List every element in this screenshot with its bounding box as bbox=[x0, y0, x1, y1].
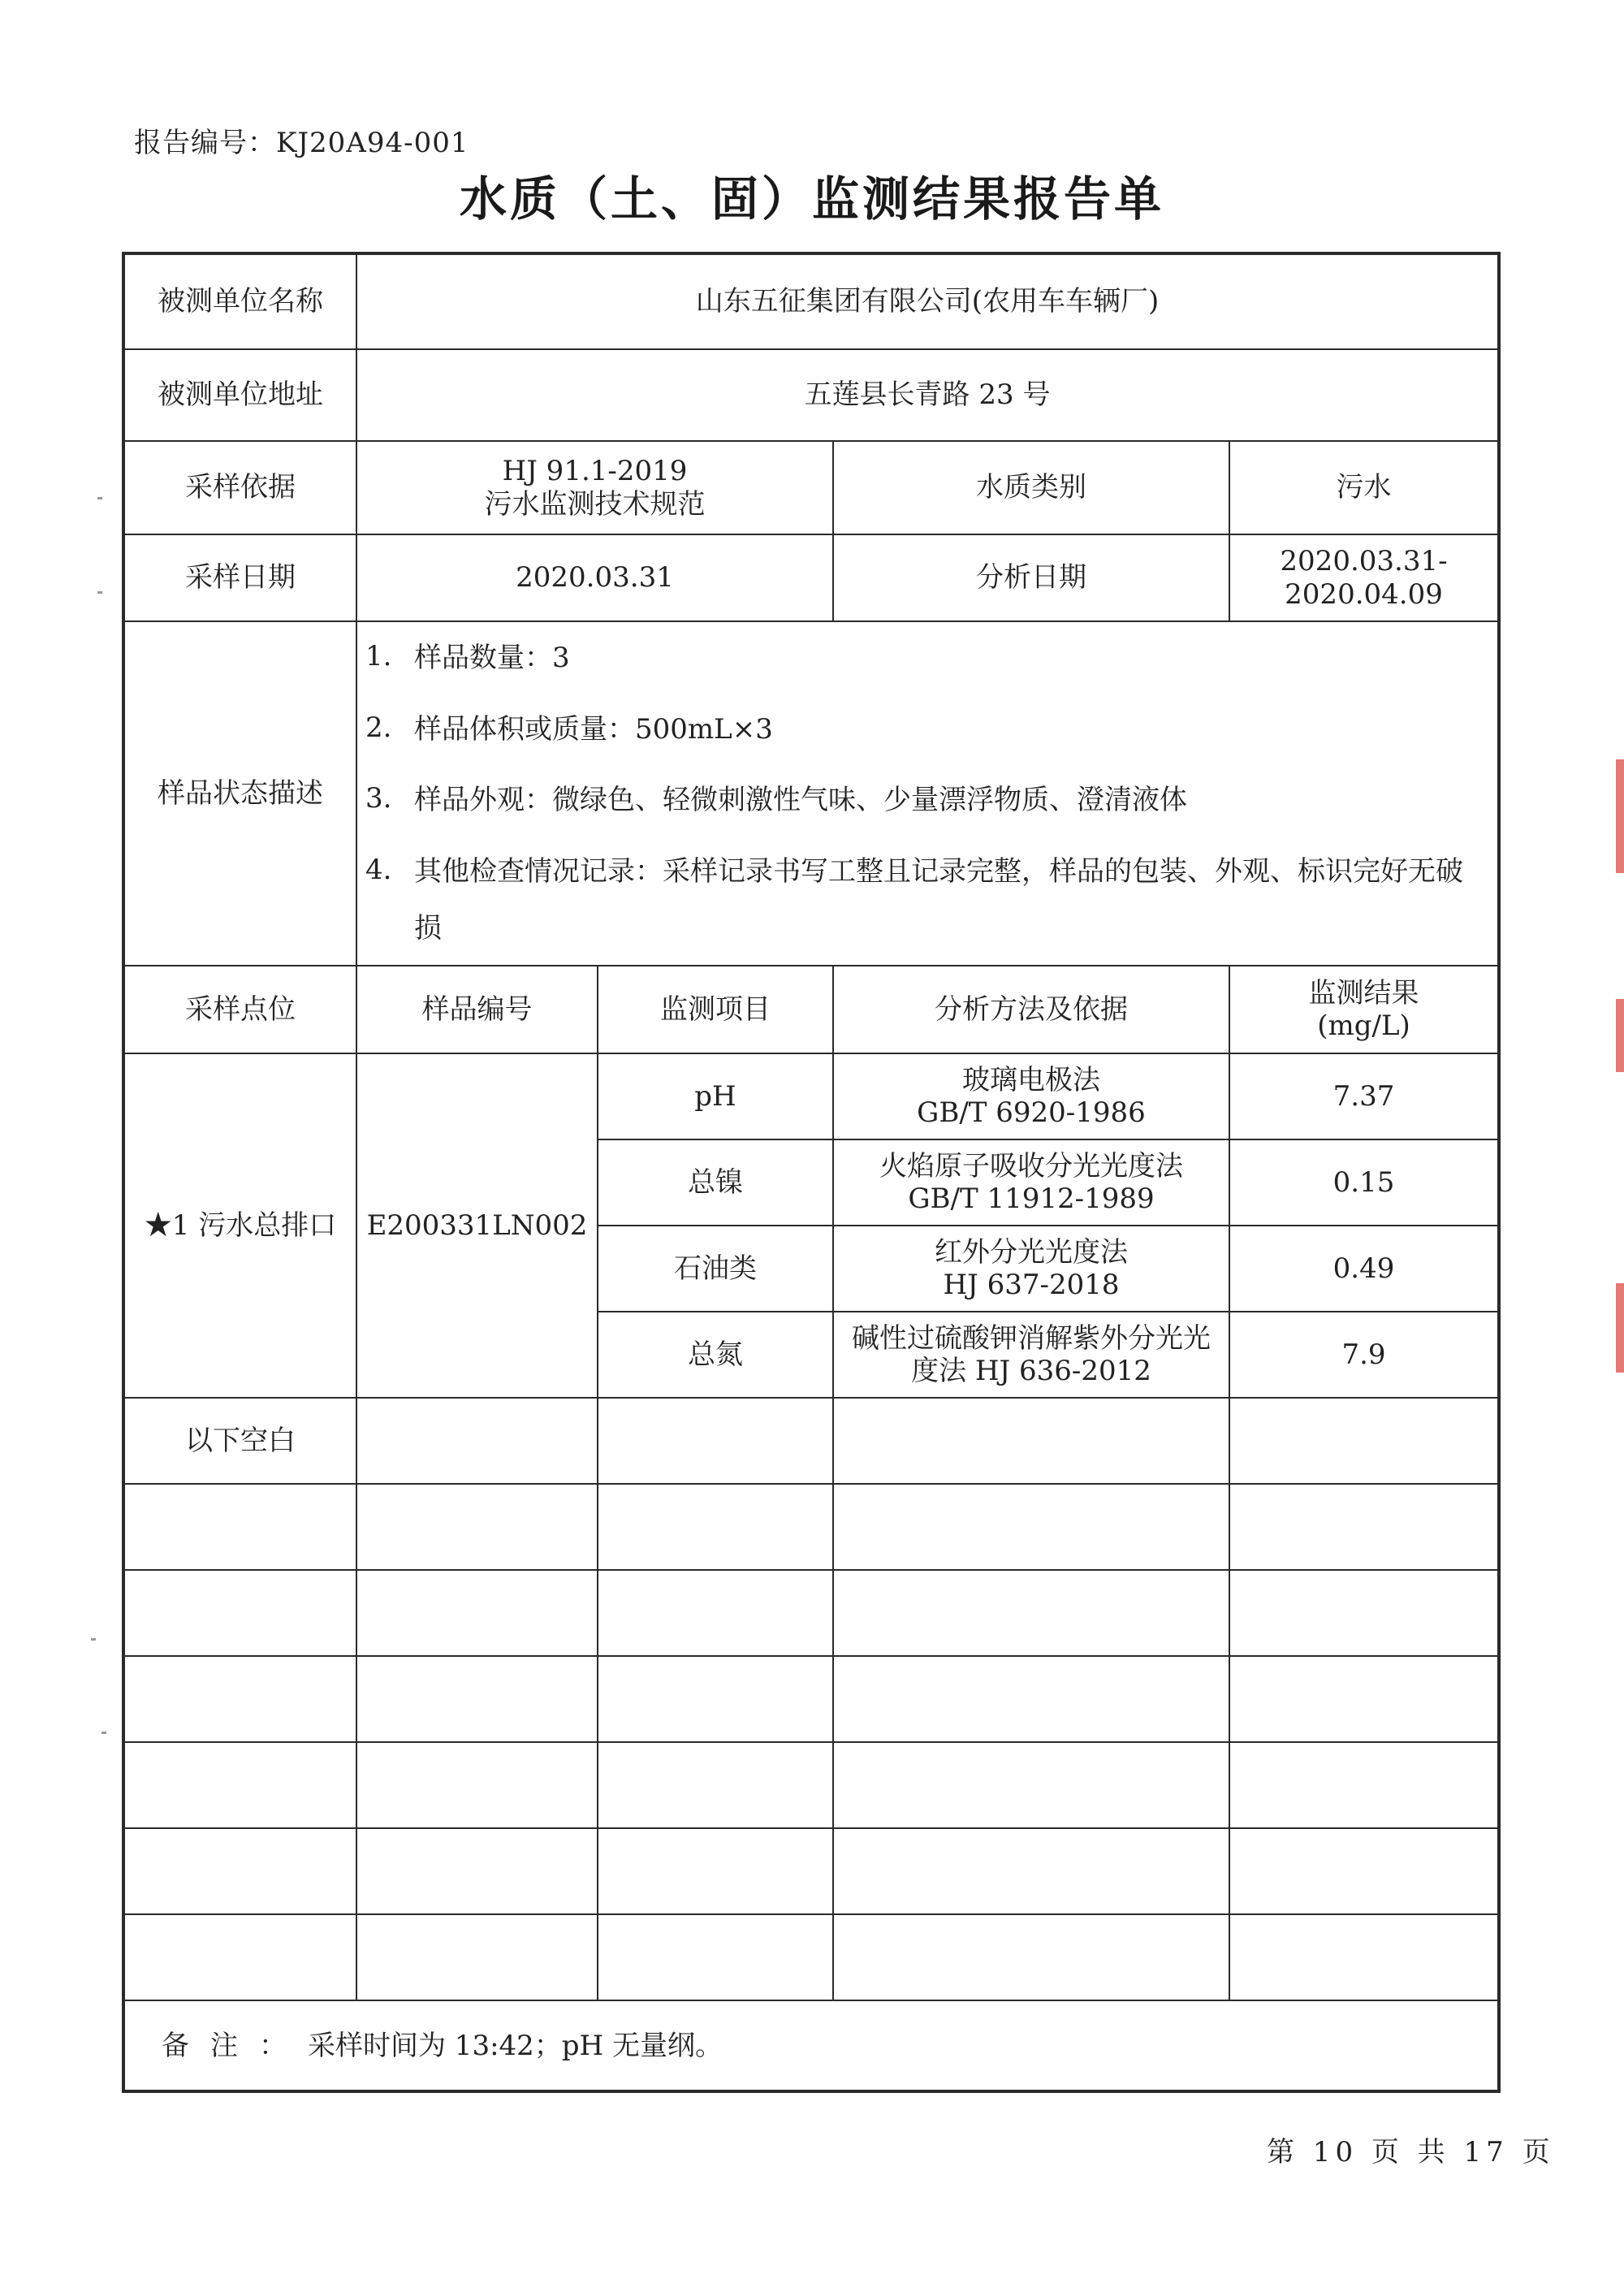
header-sample-id: 样品编号 bbox=[356, 966, 598, 1053]
empty-cell bbox=[598, 1656, 833, 1742]
method-line2: GB/T 6920-1986 bbox=[917, 1096, 1146, 1130]
empty-cell bbox=[833, 1484, 1229, 1570]
empty-cell bbox=[356, 1398, 598, 1484]
report-table bbox=[122, 252, 1501, 2093]
notes-label: 备注： bbox=[162, 2029, 308, 2062]
empty-cell bbox=[833, 1828, 1229, 1914]
result-method bbox=[833, 1312, 1229, 1398]
empty-cell bbox=[123, 1742, 356, 1828]
empty-cell bbox=[598, 1914, 833, 2000]
result-method bbox=[833, 1226, 1229, 1312]
empty-row bbox=[123, 1656, 1499, 1742]
empty-cell bbox=[1229, 1656, 1499, 1742]
result-value: 0.49 bbox=[1229, 1226, 1499, 1312]
page-number: 第 10 页 共 17 页 bbox=[1267, 2136, 1555, 2168]
list-item bbox=[357, 782, 1497, 829]
result-item: 总氮 bbox=[598, 1312, 833, 1398]
row-sample-state bbox=[123, 621, 1499, 966]
empty-cell bbox=[356, 1828, 598, 1914]
list-item-text: 样品外观：微绿色、轻微刺激性气味、少量漂浮物质、澄清液体 bbox=[414, 784, 1187, 817]
method-line1: 红外分光光度法 bbox=[935, 1235, 1128, 1269]
empty-cell bbox=[833, 1656, 1229, 1742]
method-line2: HJ 637-2018 bbox=[943, 1269, 1120, 1302]
empty-row bbox=[123, 1828, 1499, 1914]
unit-address-value: 五莲县长青路 23 号 bbox=[356, 349, 1499, 441]
row-dates bbox=[123, 534, 1499, 621]
list-item-text: 其他检查情况记录：采样记录书写工整且记录完整，样品的包装、外观、标识完好无破损 bbox=[414, 855, 1463, 945]
empty-cell bbox=[598, 1828, 833, 1914]
sampling-basis-value bbox=[356, 441, 833, 534]
empty-cell bbox=[1229, 1742, 1499, 1828]
results-header-row bbox=[123, 966, 1499, 1053]
empty-cell bbox=[833, 1570, 1229, 1656]
water-type-value: 污水 bbox=[1229, 441, 1499, 534]
header-item: 监测项目 bbox=[598, 966, 833, 1053]
header-result-line2: (mg/L) bbox=[1317, 1010, 1410, 1043]
list-item-number: 3. bbox=[365, 782, 392, 815]
empty-cell bbox=[833, 1398, 1229, 1484]
sample-state-list bbox=[356, 621, 1499, 966]
result-item: 石油类 bbox=[598, 1226, 833, 1312]
header-result bbox=[1229, 966, 1499, 1053]
unit-name-value: 山东五征集团有限公司(农用车车辆厂) bbox=[356, 253, 1499, 349]
method-line1: 玻璃电极法 bbox=[962, 1063, 1100, 1096]
stamp-edge bbox=[1616, 999, 1624, 1072]
empty-cell bbox=[1229, 1828, 1499, 1914]
blank-label: 以下空白 bbox=[123, 1398, 356, 1484]
scan-mark bbox=[97, 591, 102, 594]
row-unit-name bbox=[123, 253, 1499, 349]
stamp-edge bbox=[1616, 1283, 1624, 1373]
empty-cell bbox=[356, 1656, 598, 1742]
scan-mark bbox=[102, 1732, 106, 1734]
analysis-date-value: 2020.03.31-2020.04.09 bbox=[1229, 534, 1499, 621]
row-sampling-basis bbox=[123, 441, 1499, 534]
result-item: 总镍 bbox=[598, 1139, 833, 1226]
sampling-basis-line2: 污水监测技术规范 bbox=[484, 487, 706, 521]
empty-cell bbox=[833, 1742, 1229, 1828]
sampling-basis-label: 采样依据 bbox=[123, 441, 356, 534]
empty-cell bbox=[123, 1484, 356, 1570]
sampling-date-value: 2020.03.31 bbox=[356, 534, 833, 621]
header-result-line1: 监测结果 bbox=[1308, 976, 1419, 1010]
empty-row bbox=[123, 1914, 1499, 2000]
empty-row bbox=[123, 1742, 1499, 1828]
empty-cell bbox=[598, 1484, 833, 1570]
list-item bbox=[357, 711, 1497, 759]
result-value: 7.9 bbox=[1229, 1312, 1499, 1398]
header-method: 分析方法及依据 bbox=[833, 966, 1229, 1053]
table-row bbox=[123, 1398, 1499, 1484]
empty-cell bbox=[123, 1914, 356, 2000]
empty-cell bbox=[356, 1914, 598, 2000]
empty-row bbox=[123, 1570, 1499, 1656]
result-value: 7.37 bbox=[1229, 1053, 1499, 1139]
empty-cell bbox=[123, 1828, 356, 1914]
empty-row bbox=[123, 1484, 1499, 1570]
list-item bbox=[357, 854, 1497, 957]
empty-cell bbox=[1229, 1570, 1499, 1656]
list-item bbox=[357, 640, 1497, 687]
scan-mark bbox=[97, 497, 102, 499]
list-item-number: 2. bbox=[365, 711, 392, 744]
page-title: 水质（土、固）监测结果报告单 bbox=[459, 171, 1164, 227]
result-item: pH bbox=[598, 1053, 833, 1139]
method-line2: GB/T 11912-1989 bbox=[908, 1183, 1155, 1216]
list-item-number: 1. bbox=[365, 640, 392, 672]
empty-cell bbox=[123, 1656, 356, 1742]
empty-cell bbox=[1229, 1484, 1499, 1570]
header-sampling-point: 采样点位 bbox=[123, 966, 356, 1053]
result-value: 0.15 bbox=[1229, 1139, 1499, 1226]
sampling-date-label: 采样日期 bbox=[123, 534, 356, 621]
unit-name-label: 被测单位名称 bbox=[123, 253, 356, 349]
sample-state-label: 样品状态描述 bbox=[123, 621, 356, 966]
notes-text: 采样时间为 13:42；pH 无量纲。 bbox=[308, 2029, 723, 2062]
empty-cell bbox=[833, 1914, 1229, 2000]
empty-cell bbox=[598, 1742, 833, 1828]
empty-cell bbox=[1229, 1398, 1499, 1484]
empty-cell bbox=[356, 1484, 598, 1570]
empty-cell bbox=[598, 1398, 833, 1484]
list-item-text: 样品体积或质量：500mL×3 bbox=[414, 712, 773, 746]
table-row bbox=[123, 1053, 1499, 1139]
result-method bbox=[833, 1053, 1229, 1139]
notes bbox=[123, 2000, 1499, 2091]
result-method bbox=[833, 1139, 1229, 1226]
water-type-label: 水质类别 bbox=[833, 441, 1229, 534]
list-item-number: 4. bbox=[365, 854, 392, 887]
row-unit-address bbox=[123, 349, 1499, 441]
method-line1: 碱性过硫酸钾消解紫外分光光 bbox=[852, 1321, 1211, 1355]
report-number: 报告编号：KJ20A94-001 bbox=[134, 127, 469, 159]
sampling-point: ★1 污水总排口 bbox=[123, 1053, 356, 1398]
empty-cell bbox=[356, 1742, 598, 1828]
unit-address-label: 被测单位地址 bbox=[123, 349, 356, 441]
list-item-text: 样品数量：3 bbox=[414, 642, 570, 674]
empty-cell bbox=[1229, 1914, 1499, 2000]
stamp-edge bbox=[1616, 759, 1624, 873]
analysis-date-label: 分析日期 bbox=[833, 534, 1229, 621]
scan-mark bbox=[91, 1638, 96, 1641]
empty-cell bbox=[123, 1570, 356, 1656]
sample-id: E200331LN002 bbox=[356, 1053, 598, 1398]
method-line1: 火焰原子吸收分光光度法 bbox=[879, 1149, 1183, 1183]
row-notes bbox=[123, 2000, 1499, 2091]
method-line2: 度法 HJ 636-2012 bbox=[911, 1355, 1151, 1388]
sampling-basis-line1: HJ 91.1-2019 bbox=[502, 454, 688, 487]
empty-cell bbox=[598, 1570, 833, 1656]
empty-cell bbox=[356, 1570, 598, 1656]
